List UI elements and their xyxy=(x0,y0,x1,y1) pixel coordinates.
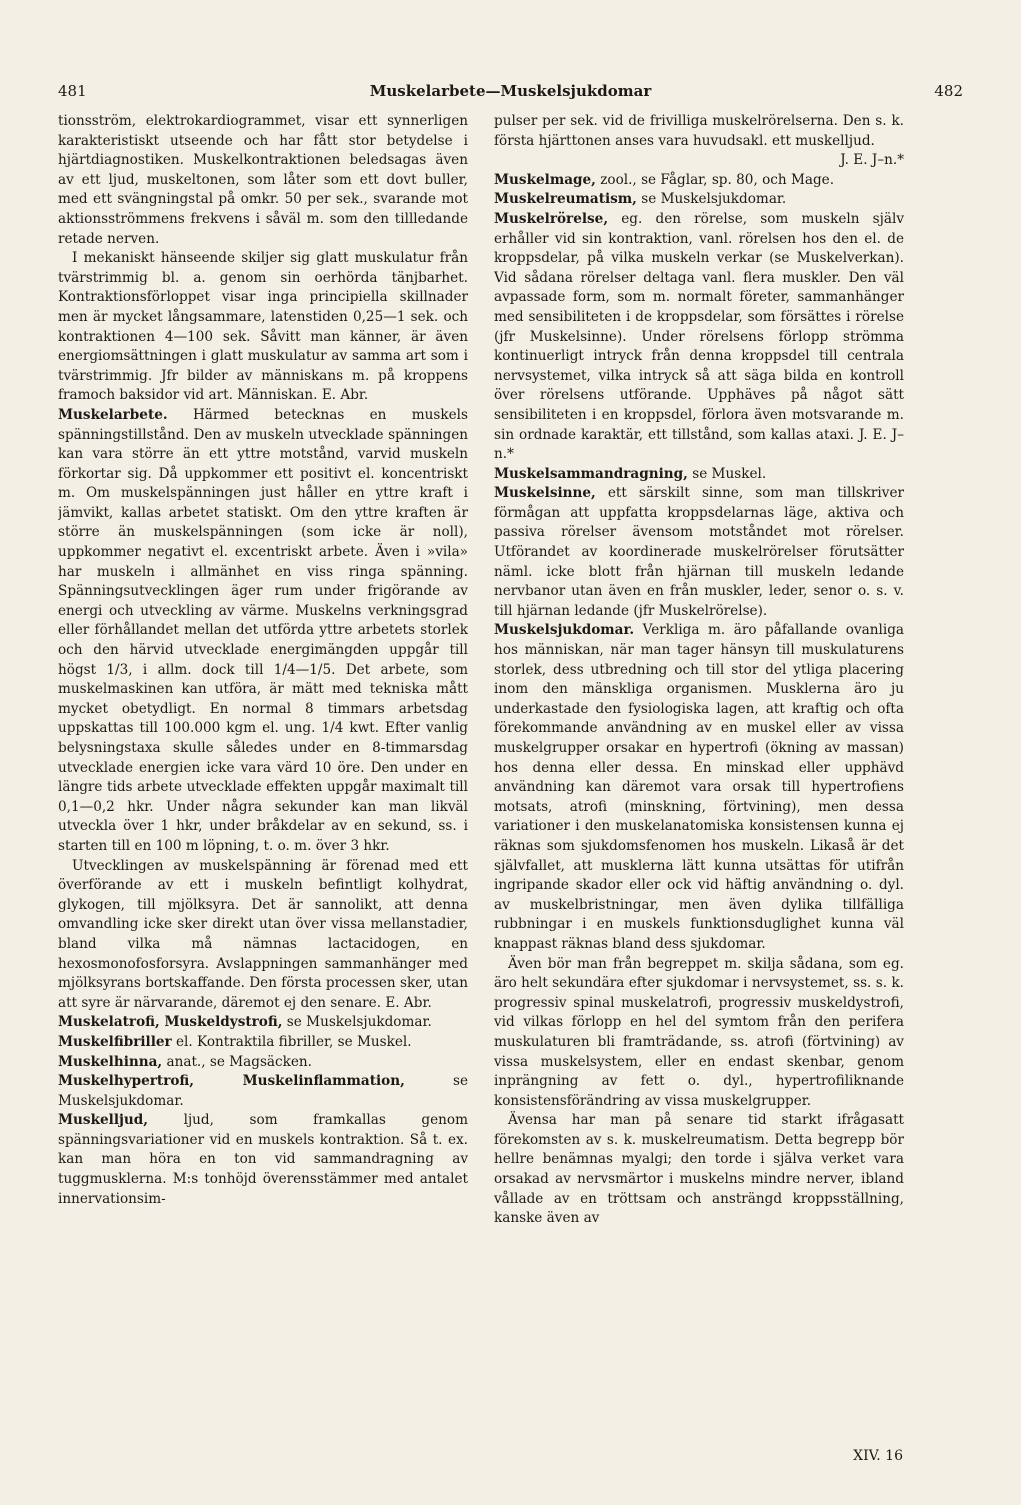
entry-text: ljud, som framkallas genom spänningsvariationer vid en muskels kontraktion. Så t. ex. kan man höra en ton vid sammandragning av tuggmusklerna. M:s tonhöjd överensstämmer med antalet innervationsim- xyxy=(58,1112,468,1207)
dictionary-entry xyxy=(58,406,468,857)
dictionary-entry xyxy=(58,857,468,1014)
entry-text: Utvecklingen av muskelspänning är förenad med ett överförande av ett i muskeln befintligt kolhydrat, glykogen, till mjölksyra. Det är sannolikt, att denna omvandling icke sker direkt utan över vissa mellanstadier, bland vilka må nämnas lactacidogen, en hexosmonofosforsyra. Avslappningen sammanhänger med mjölksyrans bortskaffande. Den första processen sker, utan att syre är närvarande, däremot ej den senare. E. Abr. xyxy=(58,857,468,1011)
dictionary-entry xyxy=(494,190,904,210)
page-number-right: 482 xyxy=(934,82,963,100)
dictionary-entry xyxy=(494,484,904,621)
entry-headword: Muskelhypertrofi, Muskelinflammation, xyxy=(58,1073,405,1090)
page-header xyxy=(58,82,963,112)
dictionary-entry xyxy=(58,1053,468,1073)
entry-headword: Muskelarbete. xyxy=(58,406,168,423)
dictionary-entry xyxy=(58,1013,468,1033)
dictionary-entry xyxy=(494,955,904,1112)
entry-text: Härmed betecknas en muskels spänningstillstånd. Den av muskeln utvecklade spänningen kan vara större än ett yttre motstånd, varvid muskeln förkortar sig. Då uppkommer ett positivt el. koncentriskt m. Om muskelspänningen just håller en yttre kraft i jämvikt, kallas arbetet statiskt. Om den yttre kraften är större än muskelspänningen (som icke är noll), uppkommer negativt el. excentriskt arbete. Även i »vila» har muskeln i allmänhet en viss ringa spänning. Spänningsutvecklingen äger rum under frigörande av energi och utveckling av värme. Muskelns verkningsgrad eller förhållandet mellan det utförda yttre arbetets storlek och den härvid utvecklade energimängden uppgår till högst 1/3, i allm. dock till 1/4—1/5. Det arbete, som muskelmaskinen kan utföra, är mätt med tekniska mått mycket obetydligt. En normal 8 timmars arbetsdag uppskattas till 100.000 kgm el. ung. 1/4 kwt. Efter vanlig belysningstaxa skulle således under en 8-timmarsdag utvecklade energien icke vara värd 10 öre. Den under en längre tids arbete utvecklade effekten uppgår maximalt till 0,1—0,2 hkr. Under några sekunder kan man likväl utveckla över 1 hkr, under bråkdelar av en sekund, ss. i starten till en 100 m löpning, t. o. m. över 3 hkr. xyxy=(58,406,468,854)
entry-text: eg. den rörelse, som muskeln själv erhåller vid sin kontraktion, vanl. rörelsen hos den el. de kroppsdelar, på vilka muskeln verkar (se Muskelverkan). Vid sådana rörelser deltaga vanl. flera muskler. Den väl avpassade form, som m. normalt företer, sammanhänger med sensibiliteten i de kroppsdelar, som försättes i rörelse (jfr Muskelsinne). Under rörelsens förlopp strömma kontinuerligt intryck från denna kroppsdel till centrala nervsystemet, vilka intryck så att säga bilda en kontroll över rörelsens utförande. Upphäves på något sätt sensibiliteten i en kroppsdel, förlora även motsvarande m. sin ordnade karaktär, ett tillstånd, som kallas ataxi. J. E. J–n.* xyxy=(494,210,904,463)
entry-text: se Muskelsjukdomar. xyxy=(282,1014,432,1031)
dictionary-entry xyxy=(58,249,468,406)
entry-headword: Muskelreumatism, xyxy=(494,191,637,208)
entry-text: Ävensa har man på senare tid starkt ifrågasatt förekomsten av s. k. muskelreumatism. Detta begrepp bör hellre benämnas myalgi; den torde i själva verket vara orsakad av nervsmärtor i muskelns mindre nerver, ibland vållade av en tröttsam och ansträngd kroppsställning, kanske även av xyxy=(494,1112,904,1227)
entry-headword: Muskelfibriller xyxy=(58,1033,172,1050)
dictionary-entry xyxy=(58,112,468,249)
dictionary-entry xyxy=(494,621,904,954)
entry-text: Verkliga m. äro påfallande ovanliga hos människan, när man tager hänsyn till muskulaturens storlek, dess utbredning och till stor del ytliga placering inom den mänskliga organismen. Musklerna äro ju underkastade den fysiologiska lagen, att kraftig och ofta förekommande användning av en muskel eller av vissa muskelgrupper orsakar en hypertrofi (ökning av massan) hos denna eller dessa. En minskad eller upphävd användning kan däremot vara orsak till hypertrofiens motsats, atrofi (minskning, förtvining), men dessa variationer i den muskelanatomiska konsistensen kunna ej räknas som sjukdomsfenomen hos muskeln. Likaså är det självfallet, att musklerna lätt kunna utsättas för utifrån ingripande skador eller ock vid häftig användning o. dyl. av muskelbristningar, men även dylika tillfälliga rubbningar i en muskels funktionsduglighet kunna väl knappast räknas bland dess sjukdomar. xyxy=(494,622,904,952)
dictionary-entry xyxy=(58,1033,468,1053)
entry-text: I mekaniskt hänseende skiljer sig glatt muskulatur från tvärstrimmig bl. a. genom sin oerhörda tänjbarhet. Kontraktionsförloppet visar inga principiella skillnader men är mycket långsammare, latenstiden 0,25—1 sek. och kontraktionen 4—100 sek. Såvitt man känner, är även energiomsättningen i glatt muskulatur av samma art som i tvärstrimmig. Jfr bilder av människans m. på kroppens framoch baksidor vid art. Människan. E. Abr. xyxy=(58,250,468,404)
dictionary-entry xyxy=(494,465,904,485)
dictionary-entry xyxy=(494,171,904,191)
dictionary-entry xyxy=(58,1111,468,1209)
dictionary-entry xyxy=(494,210,904,465)
entry-headword: Muskelsinne, xyxy=(494,485,596,502)
running-title: Muskelarbete—Muskelsjukdomar xyxy=(369,82,652,100)
page-number-left: 481 xyxy=(58,82,87,100)
entry-text: el. Kontraktila fibriller, se Muskel. xyxy=(171,1033,412,1050)
entry-text: se Muskelsjukdomar. xyxy=(58,1073,468,1109)
entry-headword: Muskelsjukdomar. xyxy=(494,622,635,639)
entry-headword: Muskelatrofi, Muskeldystrofi, xyxy=(58,1014,283,1031)
entry-text: anat., se Magsäcken. xyxy=(162,1053,313,1070)
entry-headword: Muskelhinna, xyxy=(58,1053,163,1070)
entry-headword: Muskelljud, xyxy=(58,1112,149,1129)
dictionary-entry xyxy=(494,151,904,171)
left-column xyxy=(58,112,468,1472)
entry-headword: Muskelrörelse, xyxy=(494,210,609,227)
entry-headword: Muskelmage, xyxy=(494,171,596,188)
entry-text: zool., se Fåglar, sp. 80, och Mage. xyxy=(595,171,835,188)
dictionary-entry xyxy=(58,1072,468,1111)
entry-text: se Muskelsjukdomar. xyxy=(636,191,787,208)
entry-text: Även bör man från begreppet m. skilja sådana, som eg. äro helt sekundära efter sjukdomar i nervsystemet, ss. s. k. progressiv spinal muskelatrofi, progressiv muskeldystrofi, vid vilkas förlopp en hel del symtom från den perifera muskulaturen bli framträdande, ss. atrofi (förtvining) av vissa muskelsystem, eller en endast skenbar, genom inprängning av fett o. dyl., hypertrofiliknande konsistensförändring av vissa muskelgrupper. xyxy=(494,955,904,1109)
sheet-signature: XIV. 16 xyxy=(853,1448,903,1464)
entry-text: ett särskilt sinne, som man tillskriver förmågan att uppfatta kroppsdelarnas läge, aktiva och passiva rörelser ävensom motståndet mot rörelser. Utförandet av koordinerade muskelrörelser förutsätter näml. icke blott från hjärnan till muskeln ledande nervbanor utan även en från muskler, leder, senor o. s. v. till hjärnan ledande (jfr Muskelrörelse). xyxy=(494,485,904,619)
entry-text: J. E. J–n.* xyxy=(840,152,904,169)
entry-text: pulser per sek. vid de frivilliga muskelrörelserna. Den s. k. första hjärttonen anses vara huvudsakl. ett muskelljud. xyxy=(494,113,904,149)
entry-text: se Muskel. xyxy=(687,465,767,482)
entry-headword: Muskelsammandragning, xyxy=(494,465,688,482)
dictionary-entry xyxy=(494,1111,904,1229)
dictionary-entry xyxy=(494,112,904,151)
right-column xyxy=(494,112,904,1472)
entry-text: tionsström, elektrokardiogrammet, visar ett synnerligen karakteristiskt utseende och har fått stor betydelse i hjärtdiagnostiken. Muskelkontraktionen beledsagas även av ett ljud, muskeltonen, som låter som ett dovt buller, med ett svängningstal på omkr. 50 per sek., svarande mot aktionsströmmens frekvens i såväl m. som den tillledande retade nerven. xyxy=(58,113,468,247)
